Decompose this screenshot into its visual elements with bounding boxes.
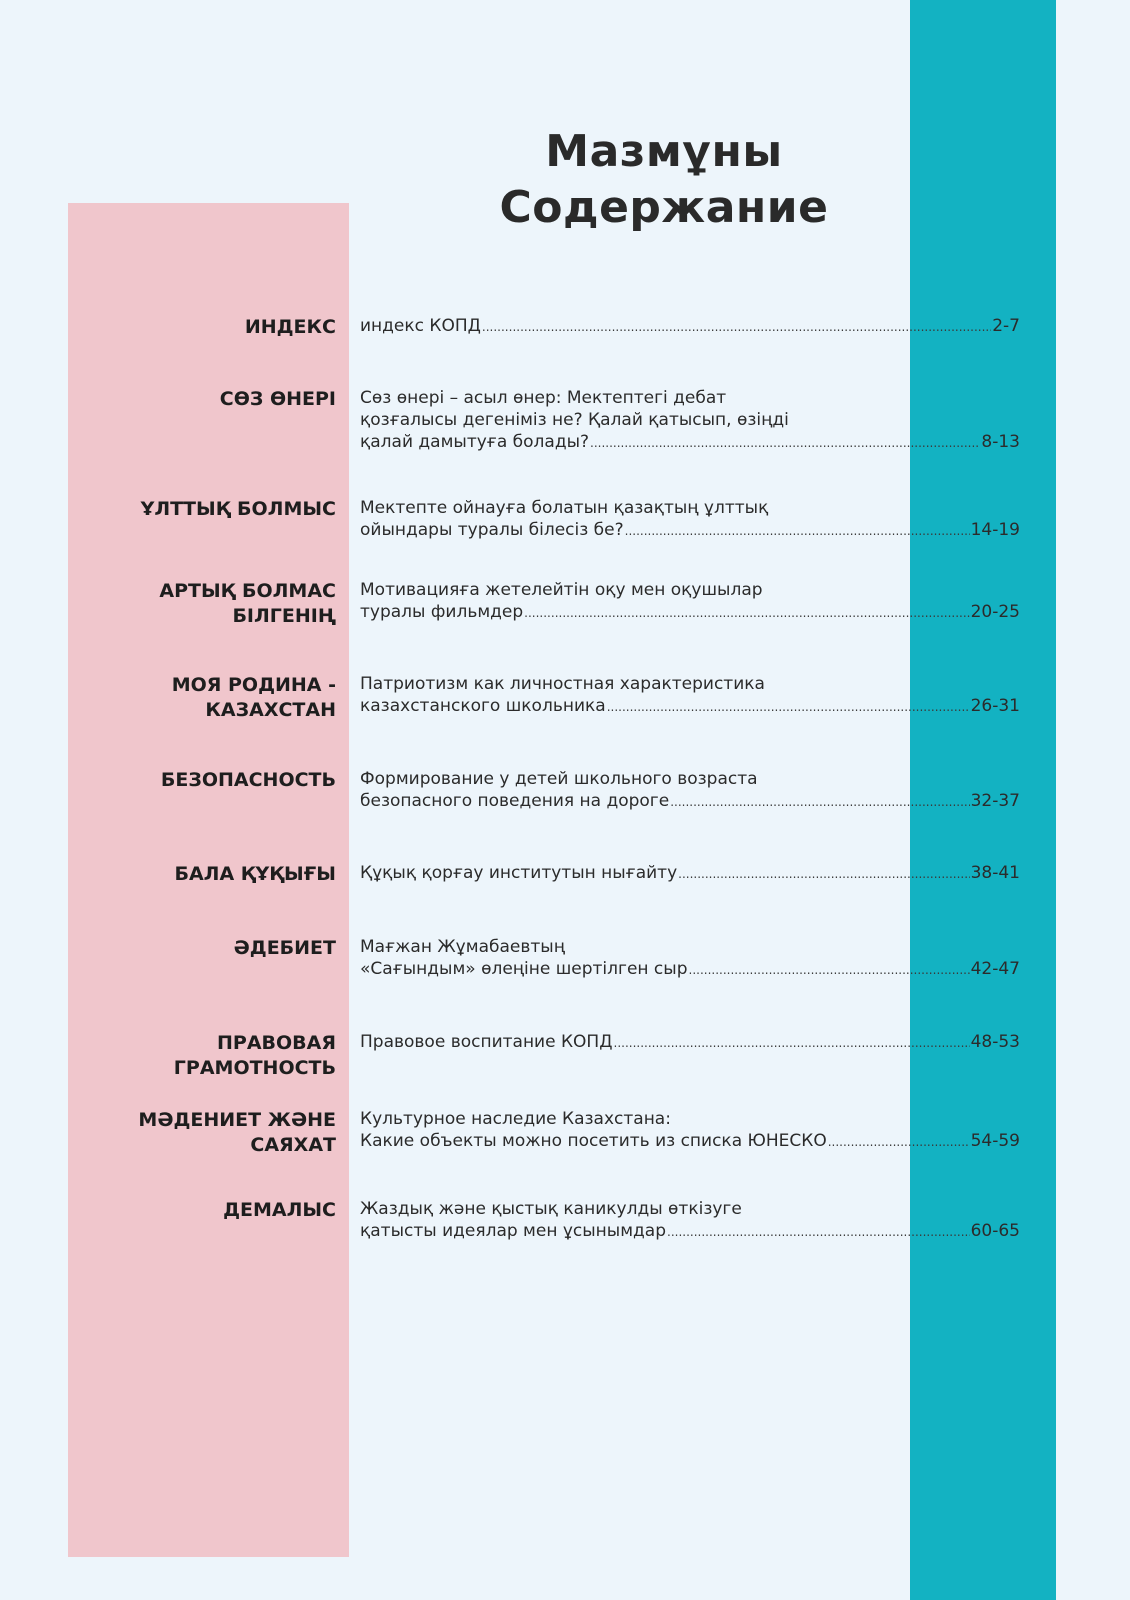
toc-description xyxy=(360,497,1020,541)
dot-leader xyxy=(689,958,970,980)
page-title xyxy=(464,124,864,236)
page-range: 54-59 xyxy=(970,1131,1020,1151)
toc-description-last-line xyxy=(360,862,1020,884)
toc-description xyxy=(360,1031,1020,1053)
toc-description-last-line xyxy=(360,315,1020,337)
page-range: 2-7 xyxy=(992,316,1020,336)
toc-section-title: ӘДЕБИЕТ xyxy=(233,937,336,959)
title-kazakh: Мазмұны xyxy=(545,126,783,177)
toc-description-text: туралы фильмдер xyxy=(360,602,524,622)
toc-description-text: қалай дамытуға болады? xyxy=(360,432,590,452)
page-range: 26-31 xyxy=(970,696,1020,716)
toc-section-title: СӨЗ ӨНЕРІ xyxy=(219,388,336,410)
page-range: 48-53 xyxy=(970,1032,1020,1052)
toc-description-text: қатысты идеялар мен ұсынымдар xyxy=(360,1221,667,1241)
toc-section-title: ПРАВОВАЯ ГРАМОТНОСТЬ xyxy=(173,1032,336,1079)
toc-section-title: АРТЫҚ БОЛМАС БІЛГЕНІҢ xyxy=(159,580,336,627)
dot-leader xyxy=(524,601,969,623)
toc-description-line: Мектепте ойнауға болатын қазақтың ұлттық xyxy=(360,498,769,518)
toc-description-line: қозғалысы дегеніміз не? Қалай қатысып, өзіңді xyxy=(360,410,789,430)
title-russian: Содержание xyxy=(499,182,829,233)
toc-section-title: ҰЛТТЫҚ БОЛМЫС xyxy=(140,498,336,520)
toc-section-title: МОЯ РОДИНА - КАЗАХСТАН xyxy=(171,674,336,721)
dot-leader xyxy=(625,519,970,541)
toc-description-text: казахстанского школьника xyxy=(360,696,606,716)
toc-description-last-line xyxy=(360,1031,1020,1053)
toc-description-line: Формирование у детей школьного возраста xyxy=(360,769,758,789)
page-range: 60-65 xyxy=(970,1221,1020,1241)
dot-leader xyxy=(482,315,991,337)
dot-leader xyxy=(614,1031,970,1053)
toc-description-text: «Сағындым» өлеңіне шертілген сыр xyxy=(360,959,688,979)
toc-description-last-line xyxy=(360,601,1020,623)
dot-leader xyxy=(828,1130,970,1152)
toc-description xyxy=(360,315,1020,337)
toc-description xyxy=(360,387,1020,453)
dot-leader xyxy=(670,790,969,812)
toc-description-text: Какие объекты можно посетить из списка ЮНЕСКО xyxy=(360,1131,827,1151)
toc-section-title: ИНДЕКС xyxy=(244,316,336,338)
toc-description xyxy=(360,1198,1020,1242)
toc-description-last-line xyxy=(360,695,1020,717)
toc-description xyxy=(360,936,1020,980)
toc-description-last-line xyxy=(360,431,1020,453)
dot-leader xyxy=(590,431,980,453)
page-range: 8-13 xyxy=(981,432,1020,452)
toc-description-line: Сөз өнері – асыл өнер: Мектептегі дебат xyxy=(360,388,727,408)
toc-description-last-line xyxy=(360,1130,1020,1152)
page-range: 38-41 xyxy=(970,863,1020,883)
toc-description-line: Жаздық және қыстық каникулды өткізуге xyxy=(360,1199,742,1219)
toc-description xyxy=(360,673,1020,717)
toc-description-text: Правовое воспитание КОПД xyxy=(360,1032,613,1052)
toc-description xyxy=(360,1108,1020,1152)
toc-description-text: безопасного поведения на дороге xyxy=(360,791,670,811)
toc-description-line: Патриотизм как личностная характеристика xyxy=(360,674,765,694)
toc-description-line: Мағжан Жұмабаевтың xyxy=(360,937,565,957)
toc-description-text: ойындары туралы білесіз бе? xyxy=(360,520,624,540)
dot-leader xyxy=(667,1220,970,1242)
toc-description-last-line xyxy=(360,790,1020,812)
toc-section-title: БАЛА ҚҰҚЫҒЫ xyxy=(174,863,336,885)
toc-section-title: БЕЗОПАСНОСТЬ xyxy=(160,769,336,791)
toc-section-title: ДЕМАЛЫС xyxy=(223,1199,336,1221)
toc-description xyxy=(360,579,1020,623)
page-range: 14-19 xyxy=(970,520,1020,540)
toc-section-title: МӘДЕНИЕТ ЖӘНЕ САЯХАТ xyxy=(138,1109,336,1156)
toc-description xyxy=(360,768,1020,812)
page-range: 32-37 xyxy=(970,791,1020,811)
page-range: 42-47 xyxy=(970,959,1020,979)
toc-description-line: Культурное наследие Казахстана: xyxy=(360,1109,671,1129)
dot-leader xyxy=(678,862,969,884)
dot-leader xyxy=(607,695,970,717)
toc-description-text: индекс КОПД xyxy=(360,316,481,336)
toc-description-last-line xyxy=(360,958,1020,980)
toc-description-last-line xyxy=(360,519,1020,541)
toc-description-text: Құқық қорғау институтын нығайту xyxy=(360,863,678,883)
page-range: 20-25 xyxy=(970,602,1020,622)
toc-description-line: Мотивацияға жетелейтін оқу мен оқушылар xyxy=(360,580,763,600)
toc-description xyxy=(360,862,1020,884)
toc-description-last-line xyxy=(360,1220,1020,1242)
